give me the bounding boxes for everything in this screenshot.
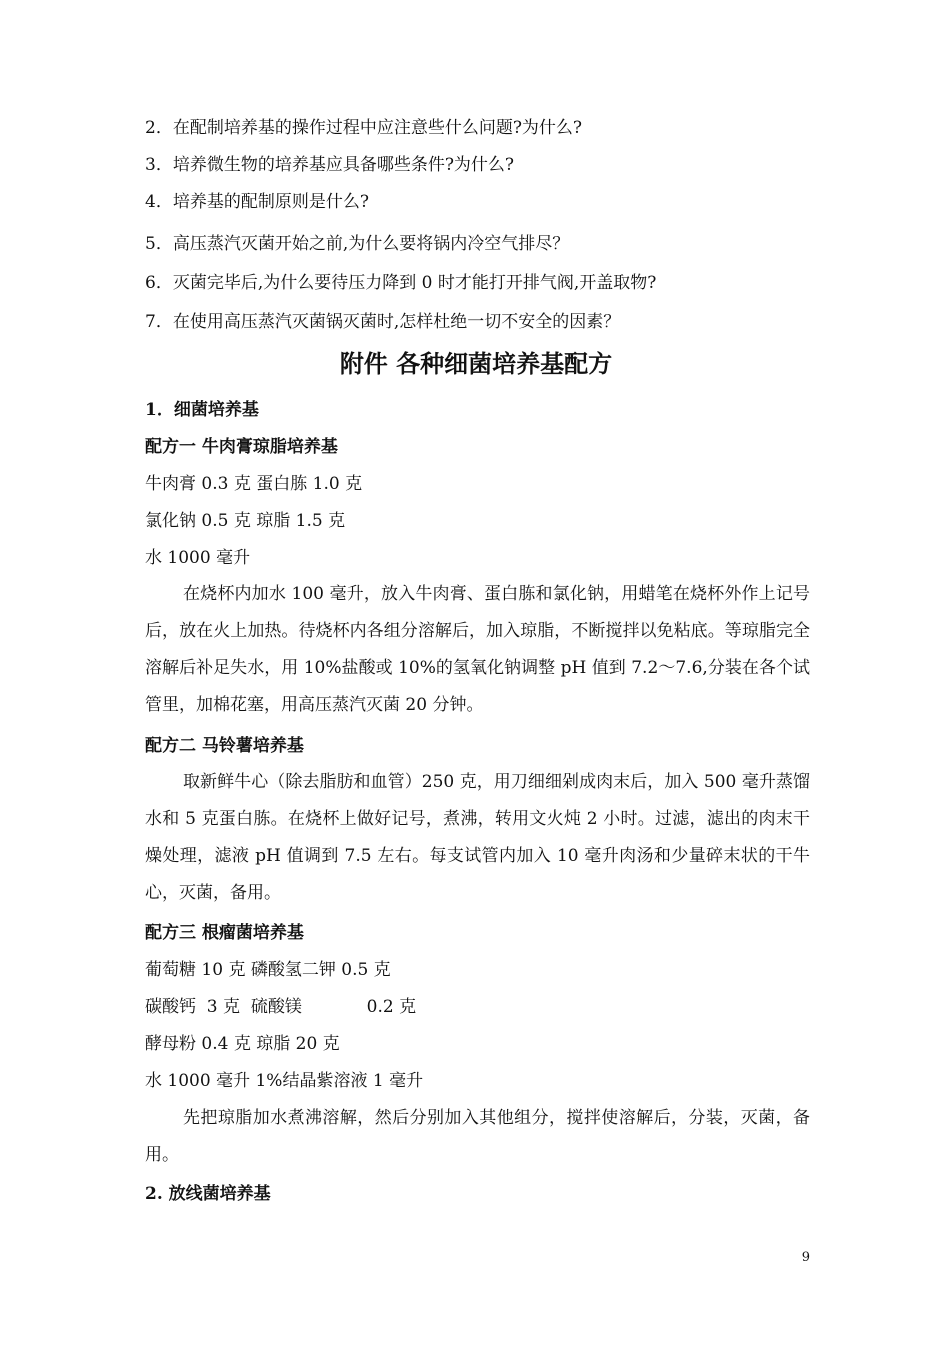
recipe-3-method: 先把琼脂加水煮沸溶解，然后分别加入其他组分，搅拌使溶解后，分装，灭菌，备用。 — [145, 1108, 810, 1165]
recipe-1-ingredient: 牛肉膏 0.3 克 蛋白胨 1.0 克 — [145, 474, 363, 494]
question-2: 2．在配制培养基的操作过程中应注意些什么问题?为什么? — [145, 118, 583, 138]
section-1-heading: 1．细菌培养基 — [145, 400, 259, 420]
question-7: 7．在使用高压蒸汽灭菌锅灭菌时,怎样杜绝一切不安全的因素？ — [145, 312, 621, 332]
recipe-3-ingredient: 水 1000 毫升 1%结晶紫溶液 1 毫升 — [145, 1071, 424, 1091]
recipe-2-heading: 配方二 马铃薯培养基 — [145, 736, 304, 756]
section-2-heading: 2. 放线菌培养基 — [145, 1184, 271, 1204]
page-number: 9 — [801, 1250, 810, 1265]
question-4: 4．培养基的配制原则是什么? — [145, 192, 369, 212]
recipe-1-method: 在烧杯内加水 100 毫升，放入牛肉膏、蛋白胨和氯化钠，用蜡笔在烧杯外作上记号后，放在火上加热。待烧杯内各组分溶解后，加入琼脂，不断搅拌以免粘底。等琼脂完全溶解后补足失水，用 10%盐酸或 10%的氢氧化钠调整 pH 值到 7.2～7.6,分装在各个试管里，加棉花塞，用高压蒸汽灭菌 20 分钟。 — [145, 584, 810, 715]
question-6: 6．灭菌完毕后,为什么要待压力降到 0 时才能打开排气阀,开盖取物? — [145, 273, 657, 293]
recipe-1-ingredient: 氯化钠 0.5 克 琼脂 1.5 克 — [145, 511, 346, 531]
recipe-3-ingredient: 葡萄糖 10 克 磷酸氢二钾 0.5 克 — [145, 960, 391, 980]
recipe-1-ingredient: 水 1000 毫升 — [145, 548, 251, 568]
recipe-3-heading: 配方三 根瘤菌培养基 — [145, 923, 304, 943]
recipe-1-heading: 配方一 牛肉膏琼脂培养基 — [145, 437, 338, 457]
question-3: 3．培养微生物的培养基应具备哪些条件?为什么? — [145, 155, 515, 175]
recipe-3-ingredient: 酵母粉 0.4 克 琼脂 20 克 — [145, 1034, 340, 1054]
recipe-3-ingredient: 碳酸钙 3 克 硫酸镁 0.2 克 — [145, 997, 417, 1017]
recipe-2-method: 取新鲜牛心（除去脂肪和血管）250 克，用刀细细剁成肉末后，加入 500 毫升蒸馏水和 5 克蛋白胨。在烧杯上做好记号，煮沸，转用文火炖 2 小时。过滤，滤出的肉末干燥处理，滤液 pH 值调到 7.5 左右。每支试管内加入 10 毫升肉汤和少量碎末状的干牛心，灭菌，备用。 — [145, 772, 810, 903]
question-5: 5．高压蒸汽灭菌开始之前,为什么要将锅内冷空气排尽？ — [145, 234, 570, 254]
appendix-title: 附件 各种细菌培养基配方 — [339, 350, 613, 378]
